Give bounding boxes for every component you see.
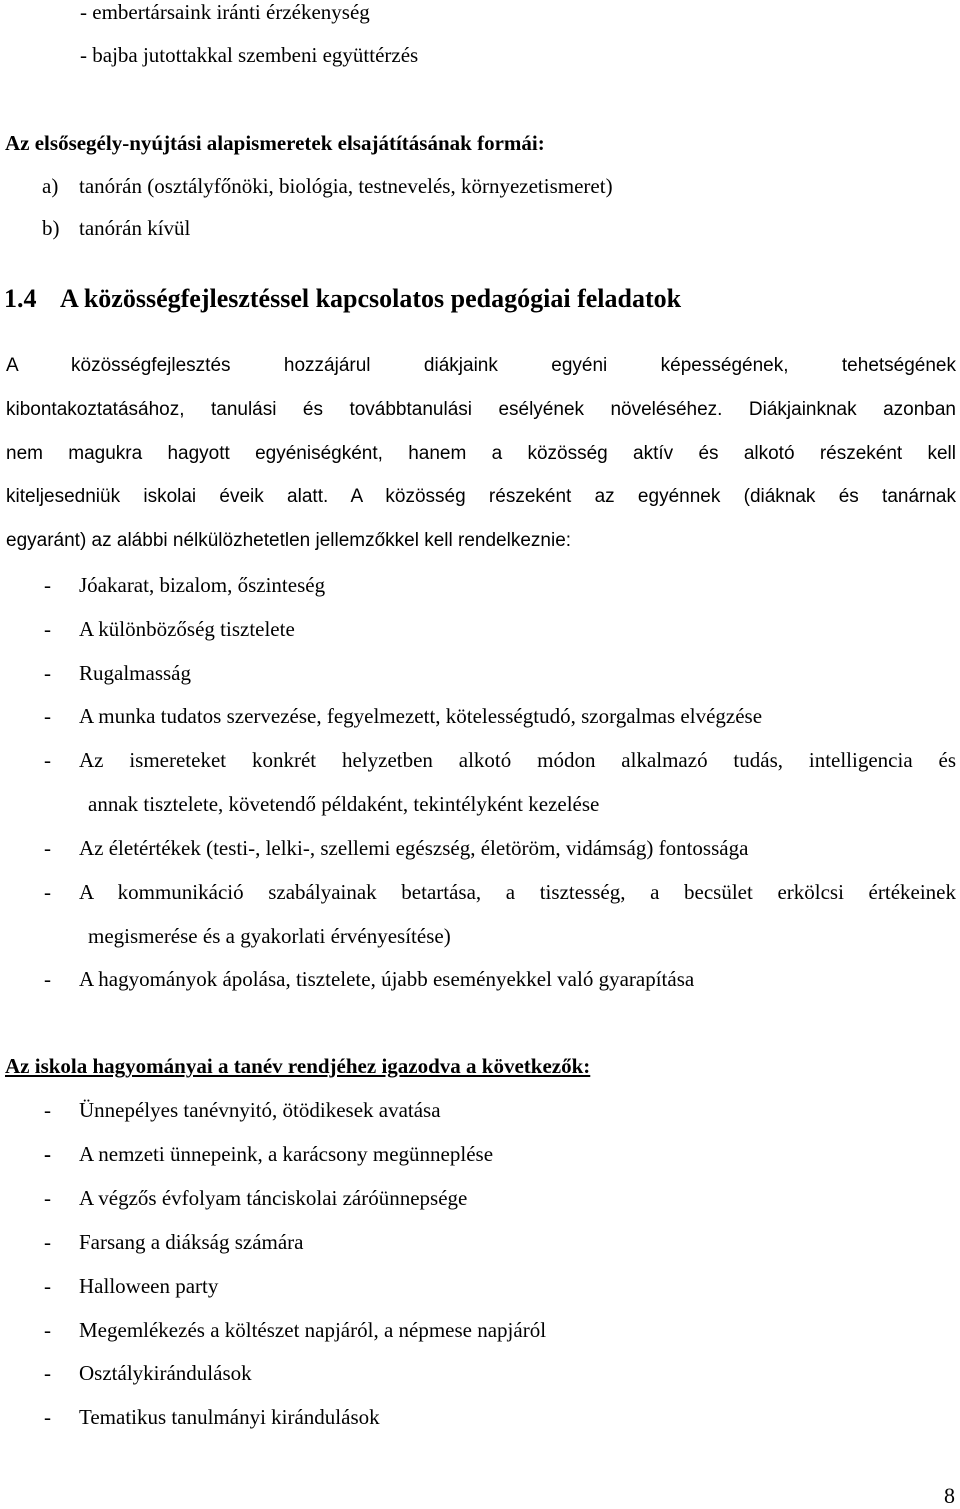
first-aid-heading: Az elsősegély-nyújtási alapismeretek elsajátításának formái: — [5, 131, 545, 155]
list-item: - Rugalmasság — [44, 661, 191, 685]
paragraph-line: kiteljesedniük iskolai éveik alatt. A közösség részeként az egyénnek (diáknak és tanárnak — [6, 486, 956, 507]
list-item: - Ünnepélyes tanévnyitó, ötödikesek avatása — [44, 1098, 441, 1122]
list-marker: a) — [42, 174, 59, 198]
list-item: - embertársaink iránti érzékenység — [80, 0, 370, 24]
paragraph-line: egyaránt) az alábbi nélkülözhetetlen jellemzőkkel kell rendelkeznie: — [6, 530, 572, 551]
list-item-continuation: annak tisztelete, követendő példaként, tekintélyként kezelése — [88, 792, 600, 816]
list-item — [42, 174, 613, 198]
list-item: - A munka tudatos szervezése, fegyelmezett, kötelességtudó, szorgalmas elvégzése — [44, 704, 763, 728]
list-item: - Jóakarat, bizalom, őszinteség — [44, 573, 326, 597]
list-item: - Tematikus tanulmányi kirándulások — [44, 1405, 380, 1429]
paragraph-line: nem magukra hagyott egyéniségként, hanem a közösség aktív és alkotó részeként kell — [6, 443, 956, 464]
traditions-heading: Az iskola hagyományai a tanév rendjéhez igazodva a következők: — [5, 1054, 591, 1078]
section-heading — [4, 284, 681, 314]
list-item: - Halloween party — [44, 1274, 219, 1298]
list-marker: b) — [42, 216, 60, 240]
list-item: - A különbözőség tisztelete — [44, 617, 295, 641]
list-item: - A hagyományok ápolása, tisztelete, újabb eseményekkel való gyarapítása — [44, 967, 695, 991]
list-item: - Farsang a diákság számára — [44, 1230, 304, 1254]
list-item-text: tanórán kívül — [79, 216, 191, 240]
list-item: - bajba jutottakkal szembeni együttérzés — [80, 43, 419, 67]
list-item — [42, 216, 190, 240]
list-item: - A kommunikáció szabályainak betartása, a tisztesség, a becsület erkölcsi értékeinek — [44, 880, 956, 904]
section-title: A közösségfejlesztéssel kapcsolatos pedagógiai feladatok — [60, 284, 682, 313]
list-item: - Osztálykirándulások — [44, 1361, 252, 1385]
list-item: - Az életértékek (testi-, lelki-, szellemi egészség, életöröm, vidámság) fontossága — [44, 836, 749, 860]
page-number: 8 — [944, 1483, 955, 1508]
list-item: - A nemzeti ünnepeink, a karácsony megünneplése — [44, 1142, 494, 1166]
paragraph-line: kibontakoztatásához, tanulási és továbbtanulási esélyének növeléséhez. Diákjainknak azonban — [6, 399, 956, 420]
list-item-text: tanórán (osztályfőnöki, biológia, testnevelés, környezetismeret) — [79, 174, 613, 198]
paragraph-line: A közösségfejlesztés hozzájárul diákjaink egyéni képességének, tehetségének — [6, 355, 956, 376]
list-item: - Megemlékezés a költészet napjáról, a népmese napjáról — [44, 1318, 547, 1342]
list-item: - A végzős évfolyam tánciskolai záróünnepsége — [44, 1186, 468, 1210]
list-item-continuation: megismerése és a gyakorlati érvényesítése) — [88, 924, 451, 948]
list-item: - Az ismereteket konkrét helyzetben alkotó módon alkalmazó tudás, intelligencia és — [44, 748, 956, 772]
section-number: 1.4 — [4, 284, 37, 313]
